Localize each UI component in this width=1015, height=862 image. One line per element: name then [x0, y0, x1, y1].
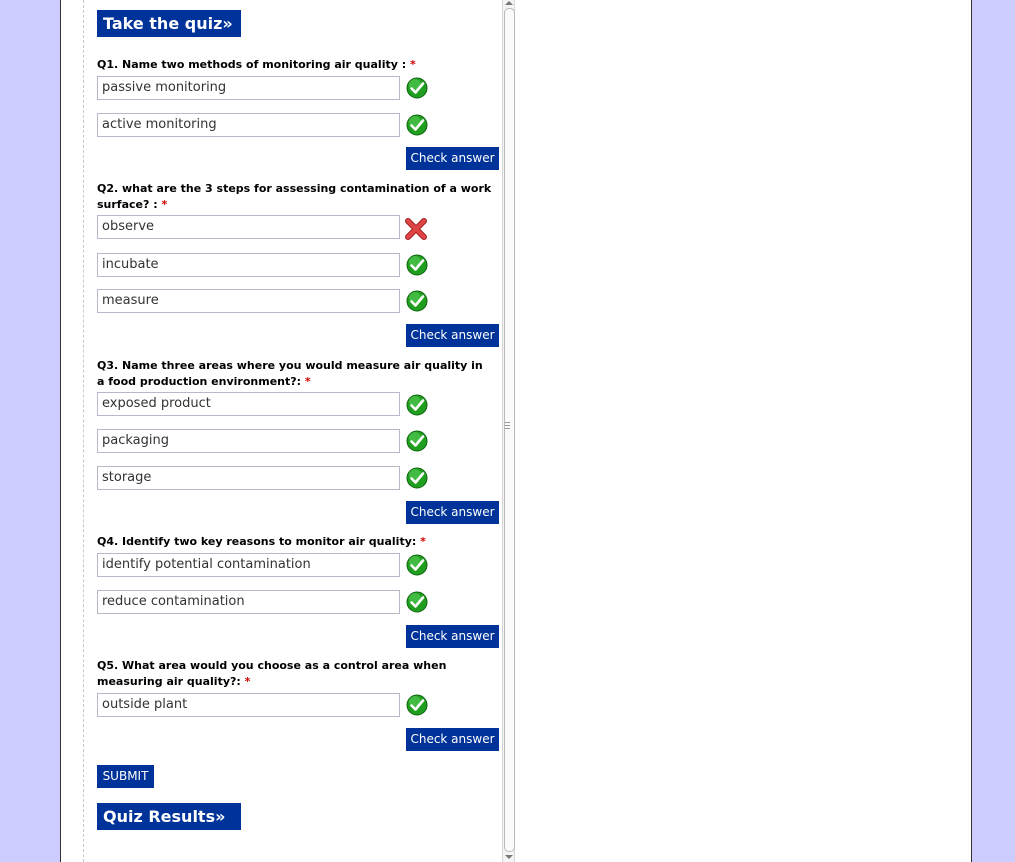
correct-checkmark-icon [406, 554, 428, 576]
scrollbar-grip-icon [505, 422, 510, 430]
check-answer-button-q3[interactable]: Check answer [406, 501, 499, 524]
correct-checkmark-icon [406, 694, 428, 716]
answer-field-q1-1[interactable]: passive monitoring [97, 76, 400, 100]
correct-checkmark-icon [406, 254, 428, 276]
submit-button[interactable]: SUBMIT [97, 765, 154, 788]
scrollbar-thumb[interactable] [504, 8, 515, 852]
correct-checkmark-icon [406, 394, 428, 416]
answer-field-q5-1[interactable]: outside plant [97, 693, 400, 717]
required-marker: * [304, 375, 311, 388]
answer-field-q3-2[interactable]: packaging [97, 429, 400, 453]
correct-checkmark-icon [406, 290, 428, 312]
check-answer-button-q2[interactable]: Check answer [406, 324, 499, 347]
required-marker: * [420, 535, 426, 548]
scroll-up-arrow-icon[interactable] [505, 1, 513, 5]
question-label-q4: Q4. Identify two key reasons to monitor air quality: * [97, 535, 426, 548]
check-answer-button-q4[interactable]: Check answer [406, 625, 499, 648]
answer-field-q2-3[interactable]: measure [97, 289, 400, 313]
correct-checkmark-icon [406, 114, 428, 136]
question-label-q5: Q5. What area would you choose as a control area when measuring air quality?: * [97, 659, 447, 688]
column-divider [83, 0, 84, 862]
correct-checkmark-icon [406, 430, 428, 452]
answer-field-q2-2[interactable]: incubate [97, 253, 400, 277]
answer-field-q3-3[interactable]: storage [97, 466, 400, 490]
answer-field-q4-1[interactable]: identify potential contamination [97, 553, 400, 577]
scrollbar[interactable] [502, 0, 515, 862]
answer-field-q4-2[interactable]: reduce contamination [97, 590, 400, 614]
check-answer-button-q5[interactable]: Check answer [406, 728, 499, 751]
required-marker: * [244, 675, 251, 688]
scroll-down-arrow-icon[interactable] [505, 855, 513, 859]
correct-checkmark-icon [406, 77, 428, 99]
incorrect-cross-icon [404, 217, 428, 241]
question-label-q1: Q1. Name two methods of monitoring air quality : * [97, 58, 416, 71]
check-answer-button-q1[interactable]: Check answer [406, 147, 499, 170]
required-marker: * [409, 58, 416, 71]
quiz-results-title: Quiz Results» [97, 803, 241, 830]
quiz-title: Take the quiz» [97, 10, 241, 37]
correct-checkmark-icon [406, 467, 428, 489]
required-marker: * [161, 198, 168, 211]
answer-field-q3-1[interactable]: exposed product [97, 392, 400, 416]
correct-checkmark-icon [406, 591, 428, 613]
answer-field-q2-1[interactable]: observe [97, 215, 400, 239]
answer-field-q1-2[interactable]: active monitoring [97, 113, 400, 137]
question-label-q2: Q2. what are the 3 steps for assessing contamination of a work surface? : * [97, 182, 492, 211]
question-label-q3: Q3. Name three areas where you would measure air quality in a food production environment?: * [97, 359, 483, 388]
